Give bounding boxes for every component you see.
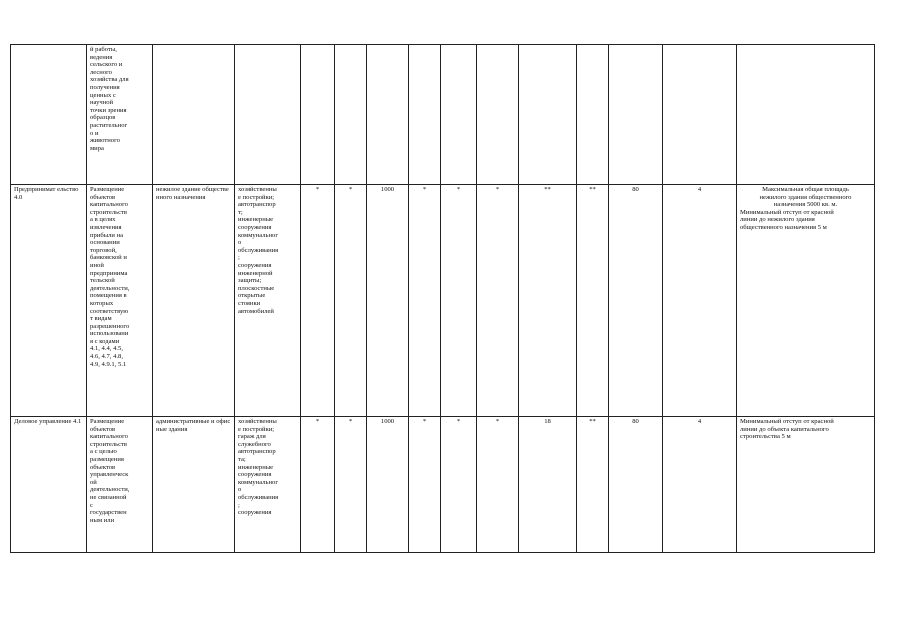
- note-line: Минимальный отступ от красной: [740, 208, 834, 216]
- cell-line: я с кодами: [90, 337, 120, 345]
- param-cell-v4-text: *: [422, 418, 427, 425]
- param-cell-v10: [663, 45, 737, 185]
- regulations-table: [10, 44, 875, 553]
- cell-line: объектов: [90, 463, 116, 471]
- cell-line: 4.6, 4.7, 4.8,: [90, 353, 123, 361]
- cell-line: ;: [238, 254, 240, 262]
- cell-line: коммунальног: [238, 478, 279, 486]
- cell-line: а в целях: [90, 216, 116, 224]
- param-cell-v6: [477, 417, 519, 553]
- cell-line: извлечения: [90, 223, 122, 231]
- cell-line: обслуживания: [238, 493, 279, 501]
- cell-line: 4.1, 4.4, 4.5,: [90, 345, 123, 353]
- cell-line: с: [90, 501, 93, 509]
- main-object-cell: [153, 417, 235, 553]
- main-object-cell: [153, 45, 235, 185]
- cell-line: получения: [90, 83, 120, 91]
- cell-line: которых: [90, 299, 114, 307]
- param-cell-v1: [301, 185, 335, 417]
- table-row: [11, 417, 875, 553]
- cell-line: Размещение: [90, 418, 125, 425]
- use-name-cell-text: Деловое управление 4.1: [14, 418, 82, 425]
- param-cell-v5: [441, 185, 477, 417]
- cell-line: обслуживания: [238, 246, 279, 254]
- cell-line: лесного: [90, 68, 112, 76]
- cell-line: образцов: [90, 114, 116, 122]
- note-cell: [737, 45, 875, 185]
- cell-line: служебного: [238, 440, 271, 448]
- cell-line: стоянки: [238, 299, 261, 307]
- param-cell-v5-text: *: [456, 186, 461, 193]
- cell-line: деятельности,: [90, 486, 130, 494]
- param-cell-v9-text: 80: [632, 186, 639, 193]
- param-cell-v8-text: **: [589, 186, 596, 193]
- cell-line: инженерные: [238, 463, 274, 471]
- cell-line: разрешенного: [90, 322, 130, 330]
- cell-line: т видам: [90, 315, 112, 323]
- param-cell-v4: [409, 185, 441, 417]
- cell-line: управленческ: [90, 471, 129, 479]
- cell-line: не связанной: [90, 493, 127, 501]
- auxiliary-objects-cell: [235, 45, 301, 185]
- cell-line: соответствую: [90, 307, 129, 315]
- cell-line: мира: [90, 144, 104, 152]
- cell-line: торговой,: [90, 246, 117, 254]
- cell-line: основании: [90, 239, 120, 247]
- use-name-cell: [11, 185, 87, 417]
- cell-line: иной: [90, 261, 104, 269]
- param-cell-v2: [335, 45, 367, 185]
- cell-line: автотранспор: [238, 448, 276, 456]
- cell-line: помещения в: [90, 292, 127, 300]
- cell-line: хозяйственны: [238, 418, 277, 425]
- cell-line: плоскостные: [238, 284, 275, 292]
- cell-line: сооружения: [238, 509, 272, 517]
- note-line: линии до нежилого здания: [740, 216, 815, 224]
- param-cell-v1: [301, 45, 335, 185]
- param-cell-v6: [477, 45, 519, 185]
- param-cell-v2-text: *: [348, 418, 353, 425]
- cell-line: гараж для: [238, 433, 266, 441]
- cell-line: объектов: [90, 425, 116, 433]
- cell-line: предпринима: [90, 269, 128, 277]
- cell-line: а с целью: [90, 448, 117, 456]
- cell-line: е постройки;: [238, 425, 275, 433]
- param-cell-v10-text: 4: [697, 186, 702, 193]
- cell-line: прибыли на: [90, 231, 124, 239]
- cell-line: автомобилей: [238, 307, 274, 315]
- note-line: нежилого здания общественного: [759, 193, 852, 201]
- cell-line: открытые: [238, 292, 266, 300]
- param-cell-v1-text: *: [315, 186, 320, 193]
- param-cell-v8-text: **: [589, 418, 596, 425]
- table-row: [11, 185, 875, 417]
- param-cell-v8: [577, 45, 609, 185]
- param-cell-v3: [367, 417, 409, 553]
- param-cell-v4-text: *: [422, 186, 427, 193]
- auxiliary-objects-cell: [235, 417, 301, 553]
- param-cell-v6: [477, 185, 519, 417]
- cell-line: точки зрения: [90, 106, 127, 114]
- cell-line: коммунальног: [238, 231, 279, 239]
- param-cell-v7: [519, 417, 577, 553]
- main-object-cell-text: нежилое здание общественного назначения: [156, 186, 229, 201]
- cell-line: та;: [238, 455, 246, 463]
- cell-line: о: [238, 486, 242, 494]
- note-line: общественного назначения 5 м: [740, 223, 827, 231]
- cell-line: объектов: [90, 193, 116, 201]
- param-cell-v7: [519, 45, 577, 185]
- use-description-cell: [87, 45, 153, 185]
- cell-line: использовани: [90, 330, 129, 338]
- main-object-cell: [153, 185, 235, 417]
- note-line: Максимальная общая площадь: [762, 186, 849, 193]
- cell-line: инженерной: [238, 269, 273, 277]
- cell-line: сооружения: [238, 223, 272, 231]
- param-cell-v7-text: 18: [544, 418, 551, 425]
- cell-line: ведения: [90, 53, 113, 61]
- param-cell-v1-text: *: [315, 418, 320, 425]
- cell-line: растительног: [90, 121, 128, 129]
- cell-line: Размещение: [90, 186, 125, 193]
- param-cell-v1: [301, 417, 335, 553]
- param-cell-v3: [367, 45, 409, 185]
- cell-line: строительств: [90, 440, 128, 448]
- main-object-cell-text: административные и офисные здания: [156, 418, 231, 433]
- cell-line: сооружения: [238, 261, 272, 269]
- param-cell-v8: [577, 417, 609, 553]
- cell-line: е постройки;: [238, 193, 275, 201]
- param-cell-v10: [663, 185, 737, 417]
- param-cell-v8: [577, 185, 609, 417]
- param-cell-v5-text: *: [456, 418, 461, 425]
- param-cell-v10: [663, 417, 737, 553]
- param-cell-v2: [335, 185, 367, 417]
- auxiliary-objects-cell: [235, 185, 301, 417]
- note-line: строительства 5 м: [740, 433, 791, 441]
- param-cell-v3: [367, 185, 409, 417]
- cell-line: капитального: [90, 201, 128, 209]
- use-description-cell: [87, 185, 153, 417]
- cell-line: животного: [90, 137, 120, 145]
- cell-line: сооружения: [238, 471, 272, 479]
- note-cell: [737, 417, 875, 553]
- param-cell-v7-text: **: [544, 186, 551, 193]
- param-cell-v2-text: *: [348, 186, 353, 193]
- use-name-cell-text: Предпринимат ельство 4.0: [14, 186, 79, 201]
- cell-line: 4.9, 4.9.1, 5.1: [90, 360, 127, 368]
- param-cell-v4: [409, 45, 441, 185]
- cell-line: хозяйственны: [238, 186, 277, 193]
- cell-line: капитального: [90, 433, 128, 441]
- note-line: Минимальный отступ от красной: [740, 418, 834, 425]
- param-cell-v6-text: *: [495, 186, 500, 193]
- param-cell-v9-text: 80: [632, 418, 639, 425]
- param-cell-v9: [609, 185, 663, 417]
- param-cell-v3-text: 1000: [380, 418, 395, 425]
- cell-line: размещения: [90, 455, 124, 463]
- cell-line: хозяйства для: [90, 76, 129, 84]
- param-cell-v9: [609, 45, 663, 185]
- param-cell-v6-text: *: [495, 418, 500, 425]
- param-cell-v2: [335, 417, 367, 553]
- cell-line: защиты;: [238, 277, 262, 285]
- note-cell: [737, 185, 875, 417]
- param-cell-v3-text: 1000: [380, 186, 395, 193]
- param-cell-v5: [441, 417, 477, 553]
- note-line: назначения 5000 кв. м.: [773, 201, 838, 209]
- cell-line: й работы,: [90, 46, 117, 53]
- param-cell-v10-text: 4: [697, 418, 702, 425]
- param-cell-v4: [409, 417, 441, 553]
- cell-line: сельского и: [90, 61, 123, 69]
- cell-line: деятельности,: [90, 284, 130, 292]
- table-row: [11, 45, 875, 185]
- cell-line: тельской: [90, 277, 115, 285]
- cell-line: о: [238, 239, 242, 247]
- cell-line: научной: [90, 99, 114, 107]
- cell-line: автотранспор: [238, 201, 276, 209]
- cell-line: строительств: [90, 208, 128, 216]
- cell-line: ценных с: [90, 91, 116, 99]
- cell-line: т;: [238, 208, 243, 216]
- note-line: линии до объекта капитального: [740, 425, 829, 433]
- use-name-cell: [11, 45, 87, 185]
- cell-line: ;: [238, 501, 240, 509]
- param-cell-v7: [519, 185, 577, 417]
- cell-line: о и: [90, 129, 99, 137]
- cell-line: банковской и: [90, 254, 127, 262]
- cell-line: государствен: [90, 509, 127, 517]
- param-cell-v9: [609, 417, 663, 553]
- cell-line: ой: [90, 478, 97, 486]
- param-cell-v5: [441, 45, 477, 185]
- use-name-cell: [11, 417, 87, 553]
- cell-line: ным или: [90, 516, 115, 524]
- cell-line: инженерные: [238, 216, 274, 224]
- use-description-cell: [87, 417, 153, 553]
